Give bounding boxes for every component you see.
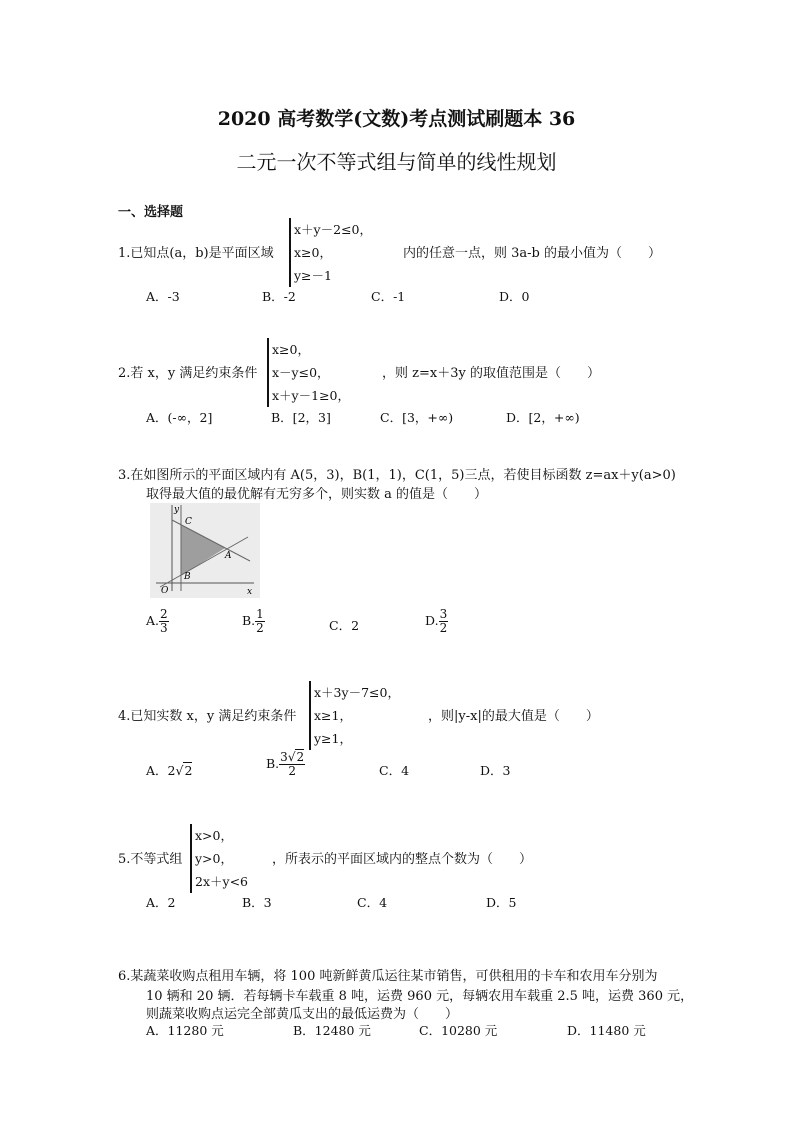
q2-ineq-3: x＋y－1≥0，	[272, 388, 350, 403]
q6-stem-line-3: 则蔬菜收购点运完全部黄瓜支出的最低运费为（ ）	[146, 1007, 459, 1022]
q2-option-c[interactable]: C．[3，+∞)	[380, 410, 454, 425]
q3-option-a[interactable]	[146, 608, 169, 635]
q6-stem-line-1: 6.某蔬菜收购点租用车辆，将 100 吨新鲜黄瓜运往某市销售，可供租用的卡车和农用车分别为	[118, 969, 658, 984]
q3-label-a: A	[225, 551, 232, 561]
q6-option-c[interactable]: C．10280 元	[419, 1023, 498, 1038]
q3-option-c-value: 2	[351, 618, 360, 633]
q4-option-b-num-sqrt: 2	[296, 750, 305, 764]
q1-stem-before: 1.已知点(a，b)是平面区域	[118, 246, 274, 261]
q1-option-b[interactable]: B．-2	[262, 289, 296, 304]
q4-option-c[interactable]: C．4	[379, 763, 410, 778]
q1-option-d[interactable]: D．0	[499, 289, 530, 304]
q5-stem-before: 5.不等式组	[118, 852, 183, 867]
q6-option-b[interactable]: B．12480 元	[293, 1023, 371, 1038]
q6-option-a[interactable]: A．11280 元	[146, 1023, 224, 1038]
q3-option-d-num: 3	[439, 607, 448, 621]
section-heading: 一、选择题	[118, 205, 184, 220]
q3-label-c: C	[185, 517, 192, 527]
q4-option-b-radical: √	[287, 750, 296, 764]
q3-option-d-den: 2	[439, 621, 448, 636]
q3-option-a-fraction	[159, 608, 169, 635]
page-title: 2020 高考数学(文数)考点测试刷题本 36	[217, 108, 576, 130]
q4-option-a-prefix: A．2	[146, 763, 176, 778]
q4-stem-after: ，则|y-x|的最大值是（ ）	[428, 709, 599, 724]
q3-label-b: B	[184, 572, 191, 582]
q3-option-d-prefix: D.	[425, 613, 439, 629]
q5-option-c[interactable]: C．4	[357, 895, 388, 910]
q2-option-b[interactable]: B．[2，3]	[271, 410, 331, 425]
q6-option-d[interactable]: D．11480 元	[567, 1023, 646, 1038]
q2-option-a[interactable]: A．(-∞，2]	[146, 410, 213, 425]
q3-option-d[interactable]	[425, 608, 448, 635]
q4-option-b[interactable]	[266, 751, 305, 778]
q5-ineq-1: x>0，	[195, 828, 233, 843]
q3-option-a-den: 3	[160, 621, 168, 636]
q2-system	[267, 338, 350, 407]
q3-option-a-num: 2	[160, 607, 168, 621]
q2-ineq-2: x－y≤0，	[272, 365, 330, 380]
q3-label-y: y	[174, 505, 180, 515]
q4-ineq-3: y≥1，	[314, 731, 352, 746]
q3-option-c-prefix: C．	[329, 618, 352, 633]
q3-stem-line-1: 3.在如图所示的平面区域内有 A(5，3)，B(1，1)，C(1，5)三点，若使目标函数 z=ax＋y(a>0)	[118, 468, 676, 483]
q5-option-d[interactable]: D．5	[486, 895, 517, 910]
q2-stem-before: 2.若 x，y 满足约束条件	[118, 366, 258, 381]
q4-option-b-prefix: B.	[266, 756, 280, 772]
q4-ineq-2: x≥1，	[314, 708, 352, 723]
q3-region-figure	[150, 503, 260, 598]
q4-system	[309, 681, 400, 750]
q4-option-a-radical: √	[175, 763, 184, 778]
q1-ineq-3: y≥－1	[294, 268, 332, 283]
q3-option-b-num: 1	[256, 607, 264, 621]
q3-label-x: x	[247, 587, 253, 597]
q4-option-a[interactable]	[146, 761, 192, 779]
q2-ineq-1: x≥0，	[272, 342, 310, 357]
q5-option-a[interactable]: A．2	[146, 895, 176, 910]
q3-option-d-fraction	[439, 608, 449, 635]
q3-option-c[interactable]	[329, 616, 359, 634]
q1-option-c[interactable]: C．-1	[371, 289, 406, 304]
q3-option-b-den: 2	[256, 621, 264, 636]
q4-option-b-den: 2	[288, 764, 296, 779]
q1-stem-after: 内的任意一点，则 3a-b 的最小值为（ ）	[403, 246, 662, 261]
q4-option-b-numerator	[279, 751, 305, 765]
q4-option-b-fraction	[279, 751, 305, 778]
q5-ineq-3: 2x＋y<6	[195, 874, 248, 889]
q3-label-o: O	[161, 586, 169, 596]
q4-stem-before: 4.已知实数 x，y 满足约束条件	[118, 709, 297, 724]
q1-ineq-2: x≥0，	[294, 245, 332, 260]
q5-option-b[interactable]: B．3	[242, 895, 272, 910]
q3-option-b-prefix: B.	[242, 613, 256, 629]
q1-ineq-1: x＋y－2≤0，	[294, 222, 372, 237]
q4-option-d[interactable]: D．3	[480, 763, 511, 778]
q4-option-b-num-coef: 3	[280, 750, 288, 764]
q3-stem-line-2: 取得最大值的最优解有无穷多个，则实数 a 的值是（ ）	[146, 487, 488, 502]
q3-option-b[interactable]	[242, 608, 265, 635]
q4-option-a-radicand: 2	[184, 763, 193, 778]
q6-stem-line-2: 10 辆和 20 辆．若每辆卡车载重 8 吨，运费 960 元，每辆农用车载重 2.5 吨，运费 360 元，	[146, 989, 694, 1004]
q5-ineq-2: y>0，	[195, 851, 233, 866]
q1-system	[289, 218, 372, 287]
q2-stem-after: ，则 z=x＋3y 的取值范围是（ ）	[382, 366, 600, 381]
q3-option-a-prefix: A.	[146, 613, 160, 629]
q5-stem-after: ，所表示的平面区域内的整点个数为（ ）	[272, 852, 533, 867]
q1-option-a[interactable]: A．-3	[146, 289, 180, 304]
page-subtitle: 二元一次不等式组与简单的线性规划	[236, 150, 557, 174]
q4-ineq-1: x＋3y－7≤0，	[314, 685, 400, 700]
q3-option-b-fraction	[255, 608, 265, 635]
q2-option-d[interactable]: D．[2，+∞)	[506, 410, 580, 425]
q5-system	[190, 824, 248, 893]
